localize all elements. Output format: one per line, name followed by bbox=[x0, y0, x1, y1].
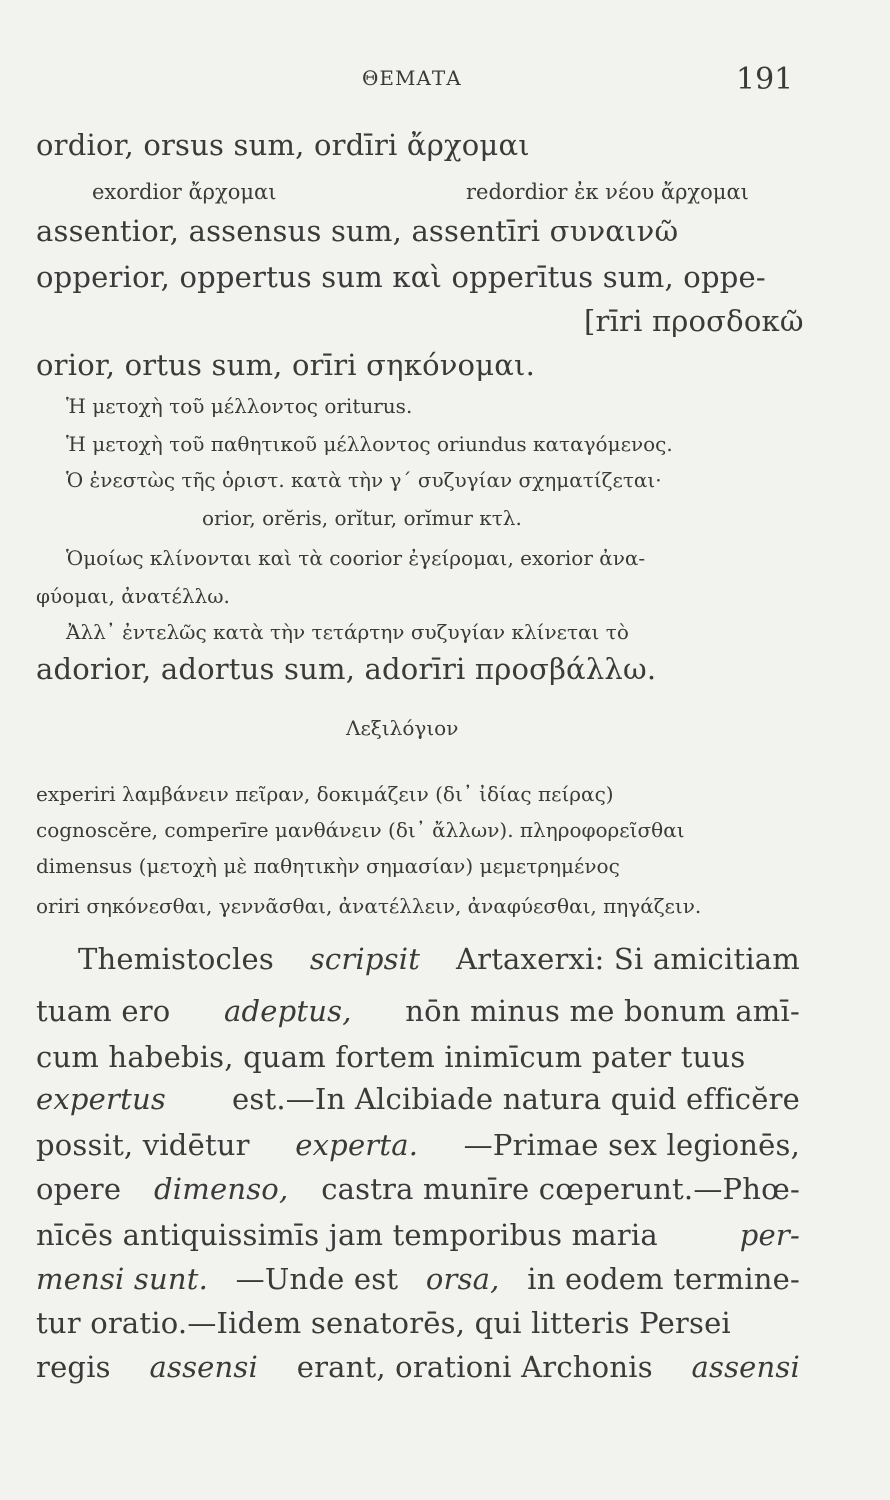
paragraph-text: Artaxerxi: Si amicitiam bbox=[455, 942, 800, 976]
paragraph-italic: per- bbox=[739, 1218, 800, 1252]
paragraph-italic: adeptus, bbox=[224, 994, 352, 1028]
paragraph-italic: orsa, bbox=[425, 1262, 500, 1296]
paragraph-text: opere bbox=[36, 1172, 122, 1206]
verb-line-ordior: ordior, orsus sum, ordīri ἄρχομαι bbox=[36, 128, 530, 162]
paragraph-italic: assensi bbox=[149, 1350, 258, 1384]
vocab-experiri: experiri λαμβάνειν πεῖραν, δοκιμάζειν (δι᾽ ἰδίας πείρας) bbox=[36, 782, 614, 806]
paragraph-line-5 bbox=[36, 1128, 800, 1162]
paragraph-line-2 bbox=[36, 994, 800, 1028]
paragraph-text: —Primae sex legionēs, bbox=[463, 1128, 800, 1162]
paragraph-text: erant, orationi Archonis bbox=[296, 1350, 653, 1384]
verb-line-opperior: opperior, oppertus sum καὶ opperītus sum, oppe- bbox=[36, 260, 766, 294]
paragraph-line-4 bbox=[36, 1082, 800, 1116]
paragraph-italic: mensi sunt. bbox=[36, 1262, 209, 1296]
header-title: ΘΕΜΑΤΑ bbox=[362, 66, 462, 90]
paragraph-text: in eodem termine- bbox=[527, 1262, 800, 1296]
paragraph-line-1 bbox=[78, 942, 800, 976]
vocab-oriri: oriri σηκόνεσθαι, γεννᾶσθαι, ἀνατέλλειν, ἀναφύεσθαι, πηγάζειν. bbox=[36, 894, 702, 918]
verb-line-assentior: assentior, assensus sum, assentīri συναινῶ bbox=[36, 214, 679, 248]
note-oriturus: Ἡ μετοχὴ τοῦ μέλλοντος oriturus. bbox=[66, 394, 413, 418]
paragraph-text: castra munīre cœperunt.—Phœ- bbox=[321, 1172, 800, 1206]
note-coorior: Ὁμοίως κλίνονται καὶ τὰ coorior ἐγείρομαι, exorior ἀνα- bbox=[66, 546, 646, 570]
note-present: Ὁ ἐνεστὼς τῆς ὁριστ. κατὰ τὴν γ΄ συζυγίαν σχηματίζεται· bbox=[66, 468, 662, 492]
vocab-dimensus: dimensus (μετοχὴ μὲ παθητικὴν σημασίαν) μεμετρημένος bbox=[36, 854, 620, 878]
paragraph-text: tuam ero bbox=[36, 994, 171, 1028]
paragraph-italic: expertus bbox=[36, 1082, 166, 1116]
verb-line-orior: orior, ortus sum, orīri σηκόνομαι. bbox=[36, 348, 536, 382]
paragraph-line-8 bbox=[36, 1262, 800, 1296]
paragraph-text: est.—In Alcibiade natura quid efficĕre bbox=[232, 1082, 800, 1116]
paragraph-text: nōn minus me bonum amī- bbox=[405, 994, 800, 1028]
paragraph-text: Themistocles bbox=[78, 942, 274, 976]
page-number: 191 bbox=[736, 62, 794, 97]
paragraph-text: nīcēs antiquissimīs jam temporibus maria bbox=[36, 1218, 658, 1252]
running-header bbox=[0, 62, 890, 106]
paragraph-line-7 bbox=[36, 1218, 800, 1252]
vocab-cognoscere: cognoscĕre, comperīre μανθάνειν (δι᾽ ἄλλων). πληροφορεῖσθαι bbox=[36, 818, 685, 842]
paragraph-line-9: tur oratio.—Iidem senatorēs, qui litteris Persei bbox=[36, 1306, 731, 1340]
note-fourth-conjugation: Ἀλλ᾽ ἐντελῶς κατὰ τὴν τετάρτην συζυγίαν κλίνεται τὸ bbox=[66, 620, 629, 644]
paragraph-italic: assensi bbox=[691, 1350, 800, 1384]
verb-line-adorior: adorior, adortus sum, adorīri προσβάλλω. bbox=[36, 652, 657, 686]
paragraph-italic: experta. bbox=[295, 1128, 419, 1162]
paragraph-text: —Unde est bbox=[235, 1262, 399, 1296]
paragraph-text: possit, vidētur bbox=[36, 1128, 250, 1162]
vocabulary-heading: Λεξιλόγιον bbox=[346, 716, 459, 740]
paragraph-text: regis bbox=[36, 1350, 111, 1384]
note-oriundus: Ἡ μετοχὴ τοῦ παθητικοῦ μέλλοντος oriundus καταγόμενος. bbox=[66, 432, 673, 456]
note-conjugation: orior, orĕris, orĭtur, orĭmur κτλ. bbox=[202, 506, 522, 530]
paragraph-line-3: cum habebis, quam fortem inimīcum pater tuus bbox=[36, 1040, 746, 1074]
verb-line-exordior: exordior ἄρχομαι bbox=[92, 180, 277, 204]
verb-line-opperior-cont: [rīri προσδοκῶ bbox=[584, 304, 804, 338]
paragraph-italic: dimenso, bbox=[154, 1172, 289, 1206]
paragraph-italic: scripsit bbox=[309, 942, 421, 976]
paragraph-line-6 bbox=[36, 1172, 800, 1206]
verb-line-redordior: redordior ἐκ νέου ἄρχομαι bbox=[466, 180, 749, 204]
paragraph-line-10 bbox=[36, 1350, 800, 1384]
note-coorior-cont: φύομαι, ἀνατέλλω. bbox=[36, 584, 230, 608]
